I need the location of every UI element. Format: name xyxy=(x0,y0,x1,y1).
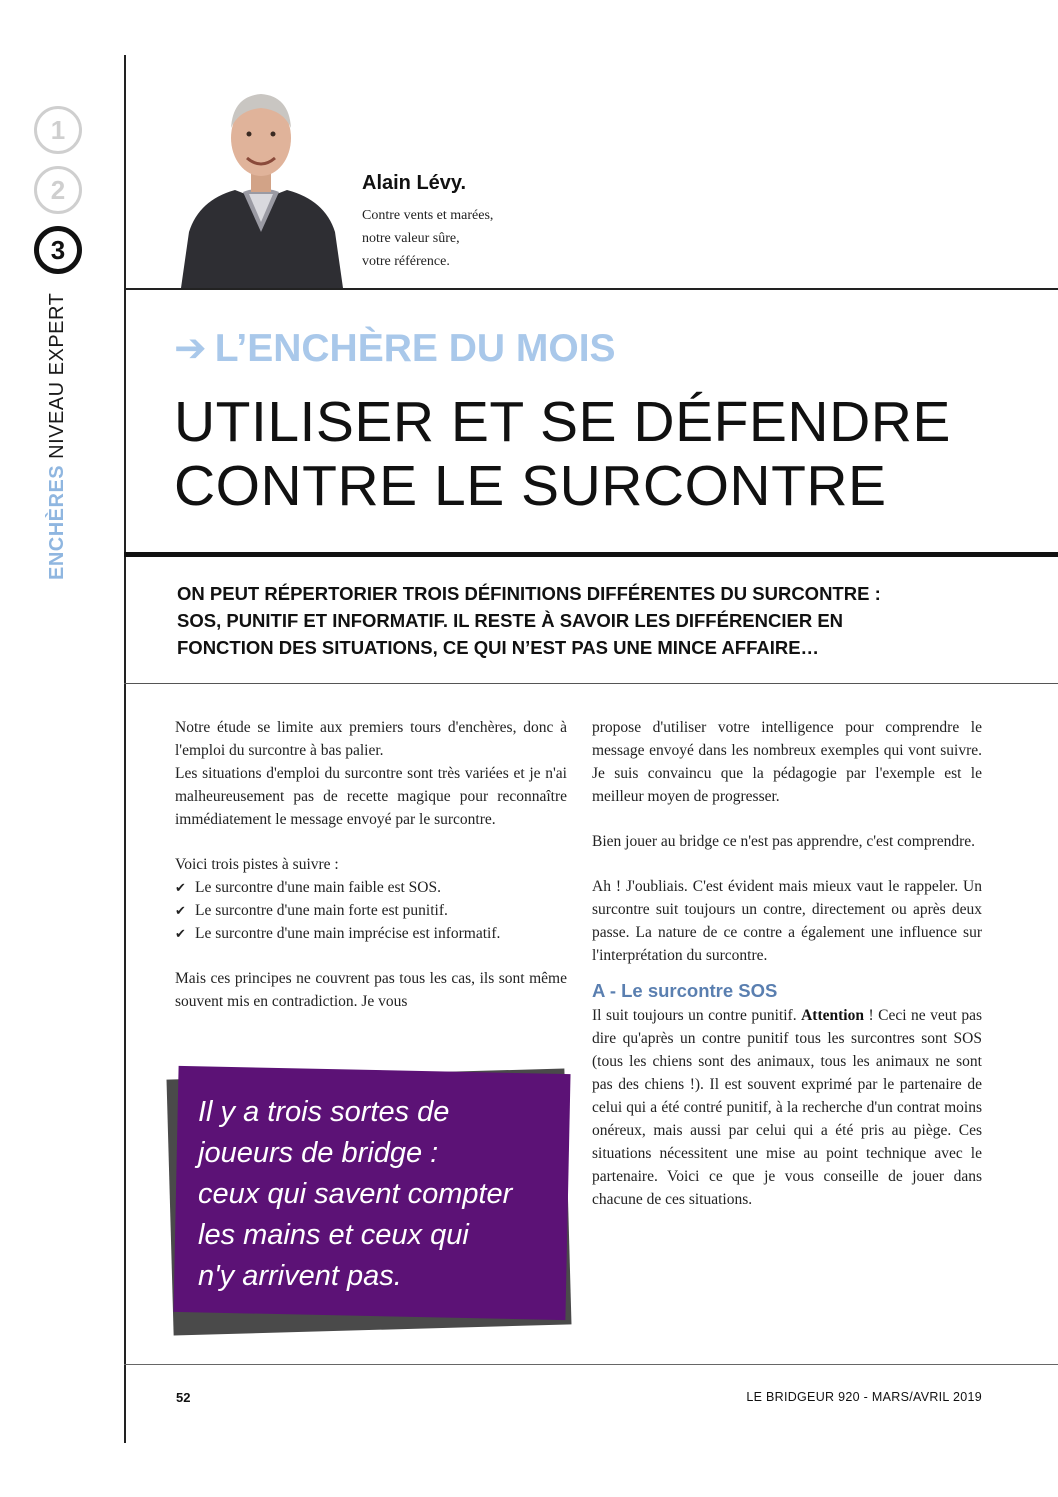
page-number: 52 xyxy=(176,1390,191,1405)
article-title xyxy=(174,390,1034,518)
pull-quote-line: ceux qui savent compter xyxy=(198,1178,513,1210)
list-item-text: Le surcontre d'une main imprécise est informatif. xyxy=(195,925,501,942)
list-item xyxy=(175,899,567,922)
lead-paragraph xyxy=(177,580,1037,661)
pull-quote-line: joueurs de bridge : xyxy=(198,1137,439,1169)
author-portrait xyxy=(175,72,347,288)
right-column xyxy=(592,716,982,1211)
lead-rule xyxy=(124,683,1058,684)
kicker-text: L’ENCHÈRE DU MOIS xyxy=(214,327,616,370)
article-title-line: UTILISER ET SE DÉFENDRE xyxy=(174,390,951,454)
lead-line: SOS, PUNITIF ET INFORMATIF. IL RESTE À SAVOIR LES DIFFÉRENCIER EN xyxy=(177,610,844,631)
kicker xyxy=(174,326,616,371)
pull-quote xyxy=(198,1092,558,1297)
author-tagline-line: notre valeur sûre, xyxy=(362,231,460,246)
body-paragraph: propose d'utiliser votre intelligence pour comprendre le message envoyé dans les nombreux exemples qui vont suivre. Je suis convaincu que la pédagogie par l'exemple est le meilleur moyen de progresser. xyxy=(592,719,982,805)
title-divider-bar xyxy=(124,552,1058,557)
left-vertical-rule xyxy=(124,55,126,1443)
level-label: NIVEAU EXPERT xyxy=(46,292,68,459)
lead-line: ON PEUT RÉPERTORIER TROIS DÉFINITIONS DIFFÉRENTES DU SURCONTRE : xyxy=(177,583,881,604)
body-paragraph: Voici trois pistes à suivre : xyxy=(175,856,339,873)
lead-line: FONCTION DES SITUATIONS, CE QUI N’EST PAS UNE MINCE AFFAIRE… xyxy=(177,637,820,658)
checkmark-icon: ✔ xyxy=(175,903,186,918)
section-heading: A - Le surcontre SOS xyxy=(592,980,778,1001)
pull-quote-line: n'y arrivent pas. xyxy=(198,1260,402,1292)
body-paragraph: Les situations d'emploi du surcontre sont très variées et je n'ai malheureusement pas de recette magique pour reconnaître immédiatement le message envoyé par le surcontre. xyxy=(175,765,567,828)
body-paragraph: Mais ces principes ne couvrent pas tous les cas, ils sont même souvent mis en contradiction. Je vous xyxy=(175,970,567,1010)
checkmark-icon: ✔ xyxy=(175,880,186,895)
list-item-text: Le surcontre d'une main faible est SOS. xyxy=(195,879,441,896)
pull-quote-line: Il y a trois sortes de xyxy=(198,1096,450,1128)
header-rule xyxy=(124,288,1058,290)
author-tagline xyxy=(362,204,493,273)
tips-list xyxy=(175,876,567,945)
list-item xyxy=(175,876,567,899)
list-item-text: Le surcontre d'une main forte est punitif. xyxy=(195,902,448,919)
level-1-badge xyxy=(34,106,82,154)
author-tagline-line: votre référence. xyxy=(362,254,450,269)
author-name: Alain Lévy. xyxy=(362,172,467,194)
checkmark-icon: ✔ xyxy=(175,926,186,941)
emphasis-text: Attention xyxy=(801,1007,864,1024)
level-3-label: 3 xyxy=(50,234,66,265)
body-text: Il suit toujours un contre punitif. xyxy=(592,1007,797,1024)
category-label: ENCHÈRES xyxy=(46,464,68,580)
body-paragraph: Bien jouer au bridge ce n'est pas apprendre, c'est comprendre. xyxy=(592,833,976,850)
body-paragraph xyxy=(592,1004,982,1211)
arrow-right-icon: ➔ xyxy=(174,327,207,370)
footer-rule xyxy=(124,1364,1058,1365)
issue-info: LE BRIDGEUR 920 - MARS/AVRIL 2019 xyxy=(746,1390,982,1404)
level-2-badge xyxy=(34,166,82,214)
body-paragraph: Ah ! J'oubliais. C'est évident mais mieux vaut le rappeler. Un surcontre suit toujours un contre, directement ou après deux passe. La nature de ce contre a également une influence sur l'interprétation du surcontre. xyxy=(592,878,982,964)
body-paragraph: Notre étude se limite aux premiers tours d'enchères, donc à l'emploi du surcontre à bas palier. xyxy=(175,719,567,759)
level-3-badge xyxy=(34,226,82,274)
article-title-line: CONTRE LE SURCONTRE xyxy=(174,454,887,518)
pull-quote-line: les mains et ceux qui xyxy=(198,1219,469,1251)
level-1-label: 1 xyxy=(50,114,66,145)
body-text: ! Ceci ne veut pas dire qu'après un contre punitif tous les surcontres sont SOS (tous les chiens sont des animaux, tous les animaux ne sont pas des chiens !). Il est souvent exprimé par le partenaire de celui qui a été contré punitif, à la recherche d'un contrat moins onéreux, mais aussi par celui qui a été pris au piège. Ces situations nécessitent une mise au point technique avec le partenaire. Voici ce que je vous conseille de jouer dans chacune de ces situations. xyxy=(592,1007,983,1208)
author-tagline-line: Contre vents et marées, xyxy=(362,208,494,223)
list-item xyxy=(175,922,567,945)
section-vertical-label xyxy=(46,293,69,580)
left-column xyxy=(175,716,567,1013)
level-2-label: 2 xyxy=(50,174,66,205)
